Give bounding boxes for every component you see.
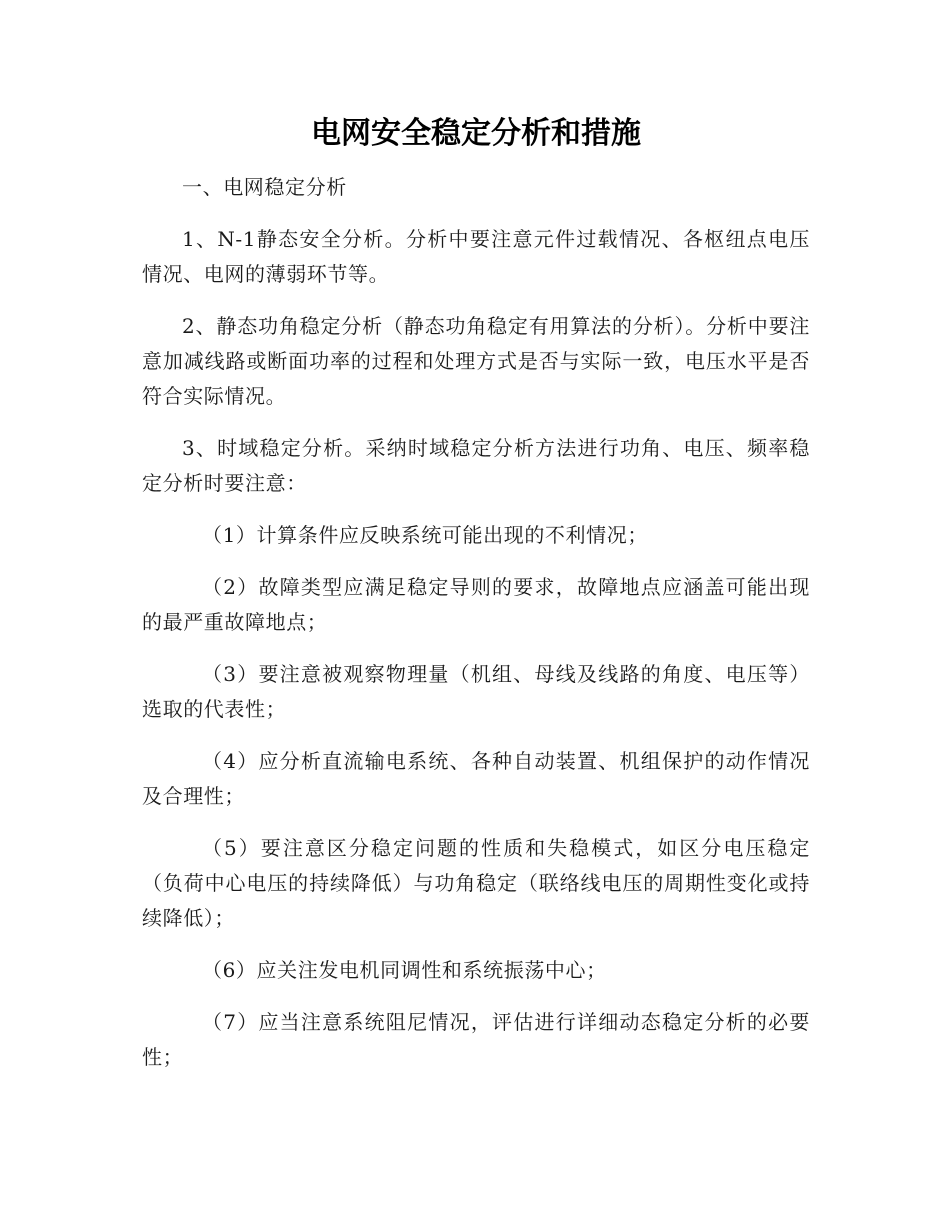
list-item-system-damping: （7）应当注意系统阻尼情况，评估进行详细动态稳定分析的必要性；	[142, 1010, 810, 1069]
document-title: 电网安全稳定分析和措施	[311, 116, 641, 151]
list-item-dc-and-protection: （4）应分析直流输电系统、各种自动装置、机组保护的动作情况及合理性；	[142, 749, 810, 808]
list-item-calculation-conditions: （1）计算条件应反映系统可能出现的不利情况；	[202, 523, 648, 547]
list-item-fault-types: （2）故障类型应满足稳定导则的要求，故障地点应涵盖可能出现的最严重故障地点；	[142, 575, 810, 634]
paragraph-time-domain-stability: 3、时域稳定分析。采纳时域稳定分析方法进行功角、电压、频率稳定分析时要注意：	[142, 436, 810, 495]
paragraph-n1-static-analysis: 1、N-1静态安全分析。分析中要注意元件过载情况、各枢纽点电压情况、电网的薄弱环节等。	[142, 227, 810, 286]
section-heading: 一、电网稳定分析	[182, 175, 347, 199]
list-item-oscillation-center: （6）应关注发电机同调性和系统振荡中心；	[202, 958, 607, 982]
document-body	[142, 112, 810, 1075]
paragraph-static-angle-stability: 2、静态功角稳定分析（静态功角稳定有用算法的分析）。分析中要注意加减线路或断面功率的过程和处理方式是否与实际一致，电压水平是否符合实际情况。	[142, 314, 810, 408]
list-item-instability-modes: （5）要注意区分稳定问题的性质和失稳模式，如区分电压稳定（负荷中心电压的持续降低）与功角稳定（联络线电压的周期性变化或持续降低）；	[142, 836, 810, 930]
list-item-observed-quantities: （3）要注意被观察物理量（机组、母线及线路的角度、电压等）选取的代表性；	[142, 662, 810, 721]
